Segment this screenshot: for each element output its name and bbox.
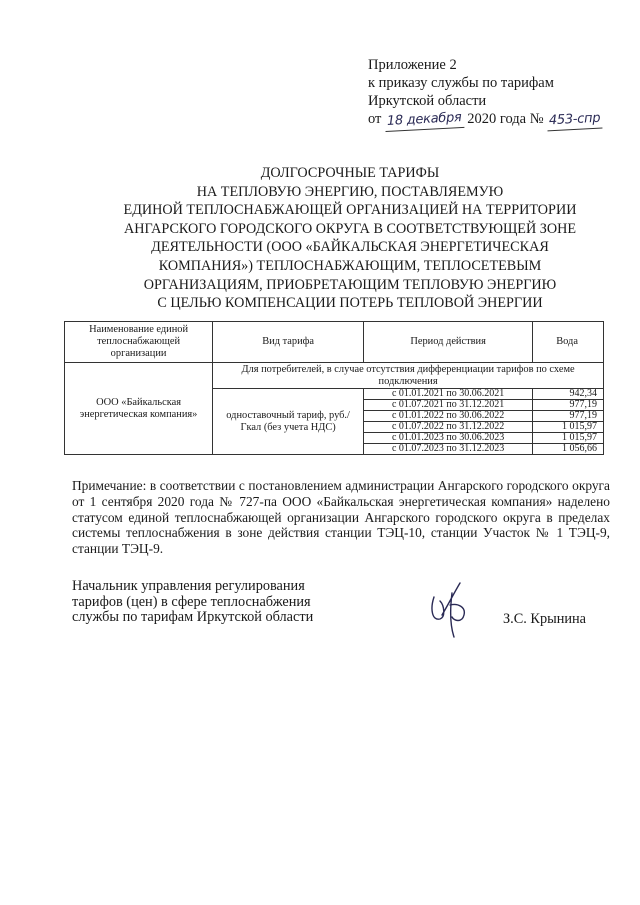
header-value: Вода — [533, 322, 604, 363]
title-line: КОМПАНИЯ») ТЕПЛОСНАБЖАЮЩИМ, ТЕПЛОСЕТЕВЫМ — [158, 257, 542, 274]
value-cell: 1 056,66 — [533, 444, 604, 455]
period-cell: с 01.01.2023 по 30.06.2023 — [364, 433, 533, 444]
footnote-paragraph: Примечание: в соответствии с постановлением администрации Ангарского городского округа от 1 сентября 2020 года № 727-па ООО «Байкальская энергетическая компания» наделено статусом единой теплоснабжающей организации Ангарского городского округа в пределах системы теплоснабжения в зоне действия станции ТЭЦ-10, станции Участок № 1 ТЭЦ-9, станции ТЭЦ-9. — [72, 478, 610, 557]
title-line: ОРГАНИЗАЦИЯМ, ПРИОБРЕТАЮЩИМ ТЕПЛОВУЮ ЭНЕРГИЮ — [143, 276, 557, 293]
title-line: ЕДИНОЙ ТЕПЛОСНАБЖАЮЩЕЙ ОРГАНИЗАЦИЕЙ НА ТЕРРИТОРИИ — [123, 202, 577, 219]
header-org: Наименование единой теплоснабжающей организации — [65, 322, 213, 363]
period-cell: с 01.01.2022 по 30.06.2022 — [364, 411, 533, 422]
signatory-name: З.С. Крынина — [503, 611, 587, 627]
value-cell: 977,19 — [533, 411, 604, 422]
value-cell: 977,19 — [533, 400, 604, 411]
period-cell: с 01.01.2021 по 30.06.2021 — [364, 389, 533, 400]
header-type: Вид тарифа — [213, 322, 364, 363]
appendix-number: Приложение 2 — [368, 57, 457, 73]
org-name-cell: ООО «Байкальская энергетическая компания» — [65, 363, 213, 455]
title-line: НА ТЕПЛОВУЮ ЭНЕРГИЮ, ПОСТАВЛЯЕМУЮ — [196, 183, 504, 200]
header-period: Период действия — [364, 322, 533, 363]
title-line: ДЕЯТЕЛЬНОСТИ (ООО «БАЙКАЛЬСКАЯ ЭНЕРГЕТИЧЕСКАЯ — [151, 239, 549, 256]
period-cell: с 01.07.2021 по 31.12.2021 — [364, 400, 533, 411]
date-prefix: от — [368, 111, 382, 127]
title-line: С ЦЕЛЬЮ КОМПЕНСАЦИИ ПОТЕРЬ ТЕПЛОВОЙ ЭНЕРГИИ — [157, 295, 543, 312]
date-year-number-label: 2020 года № — [467, 111, 544, 127]
appendix-region: Иркутской области — [368, 93, 487, 109]
handwritten-date: 18 декабря — [385, 109, 464, 132]
period-cell: с 01.07.2023 по 31.12.2023 — [364, 444, 533, 455]
signatory-position — [72, 579, 372, 626]
title-line: АНГАРСКОГО ГОРОДСКОГО ОКРУГА В СООТВЕТСТВУЮЩЕЙ ЗОНЕ — [123, 220, 577, 237]
title-line: ДОЛГОСРОЧНЫЕ ТАРИФЫ — [260, 165, 440, 181]
appendix-header — [368, 56, 628, 130]
value-cell: 1 015,97 — [533, 433, 604, 444]
position-line: тарифов (цен) в сфере теплоснабжения — [72, 593, 311, 610]
value-cell: 1 015,97 — [533, 422, 604, 433]
period-cell: с 01.07.2022 по 31.12.2022 — [364, 422, 533, 433]
position-line: службы по тарифам Иркутской области — [72, 609, 314, 626]
table-subheader-row — [65, 363, 604, 389]
appendix-date-line — [368, 110, 628, 130]
table-header-row — [65, 322, 604, 363]
handwritten-signature — [420, 575, 480, 643]
appendix-order-ref: к приказу службы по тарифам — [368, 75, 554, 91]
document-title — [100, 164, 600, 313]
position-line: Начальник управления регулирования — [72, 578, 305, 594]
tariff-table — [64, 321, 604, 455]
tariff-type-cell: одноставочный тариф, руб./Гкал (без учета НДС) — [213, 389, 364, 455]
subheader-cell: Для потребителей, в случае отсутствия дифференциации тарифов по схеме подключения — [213, 363, 604, 389]
value-cell: 942,34 — [533, 389, 604, 400]
handwritten-order-number: 453-спр — [547, 110, 603, 132]
